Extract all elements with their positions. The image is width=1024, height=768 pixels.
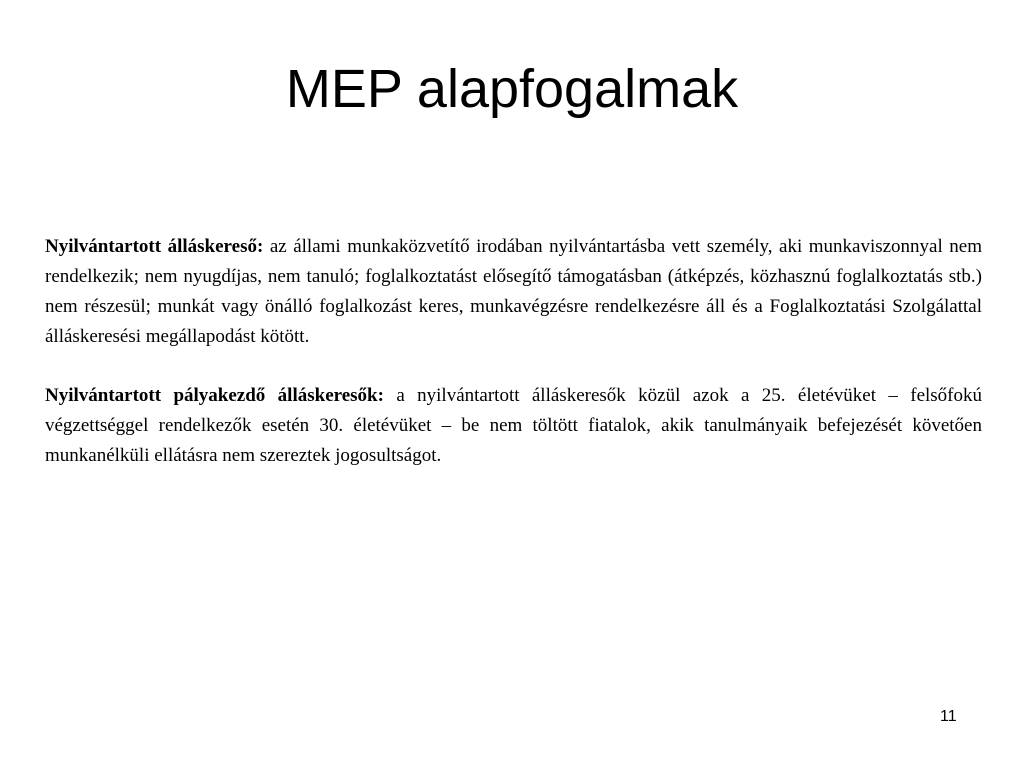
slide-title: MEP alapfogalmak [285, 59, 739, 119]
definitions-block [45, 232, 982, 471]
definition-term: Nyilvántartott pályakezdő álláskeresők: [45, 385, 384, 406]
definition-registered-career-starter [45, 381, 982, 471]
definition-text: a nyilvántartott álláskeresők közül azok a 25. életévüket – felsőfokú végzettséggel rendelkezők esetén 30. életévüket – be nem töltött fiatalok, akik tanulmányaik befejezését követően munkanélküli ellátásra nem szereztek jogosultságot. [45, 385, 982, 466]
definition-text: az állami munkaközvetítő irodában nyilvántartásba vett személy, aki munkaviszonnyal nem rendelkezik; nem nyugdíjas, nem tanuló; foglalkoztatást elősegítő támogatásban (átképzés, közhasznú foglalkoztatás stb.) nem részesül; munkát vagy önálló foglalkozást keres, munkavégzésre rendelkezésre áll és a Foglalkoztatási Szolgálattal álláskeresési megállapodást kötött. [45, 236, 982, 347]
definition-term: Nyilvántartott álláskereső: [45, 236, 264, 257]
definition-registered-jobseeker [45, 232, 982, 352]
page-number: 11 [940, 708, 957, 725]
